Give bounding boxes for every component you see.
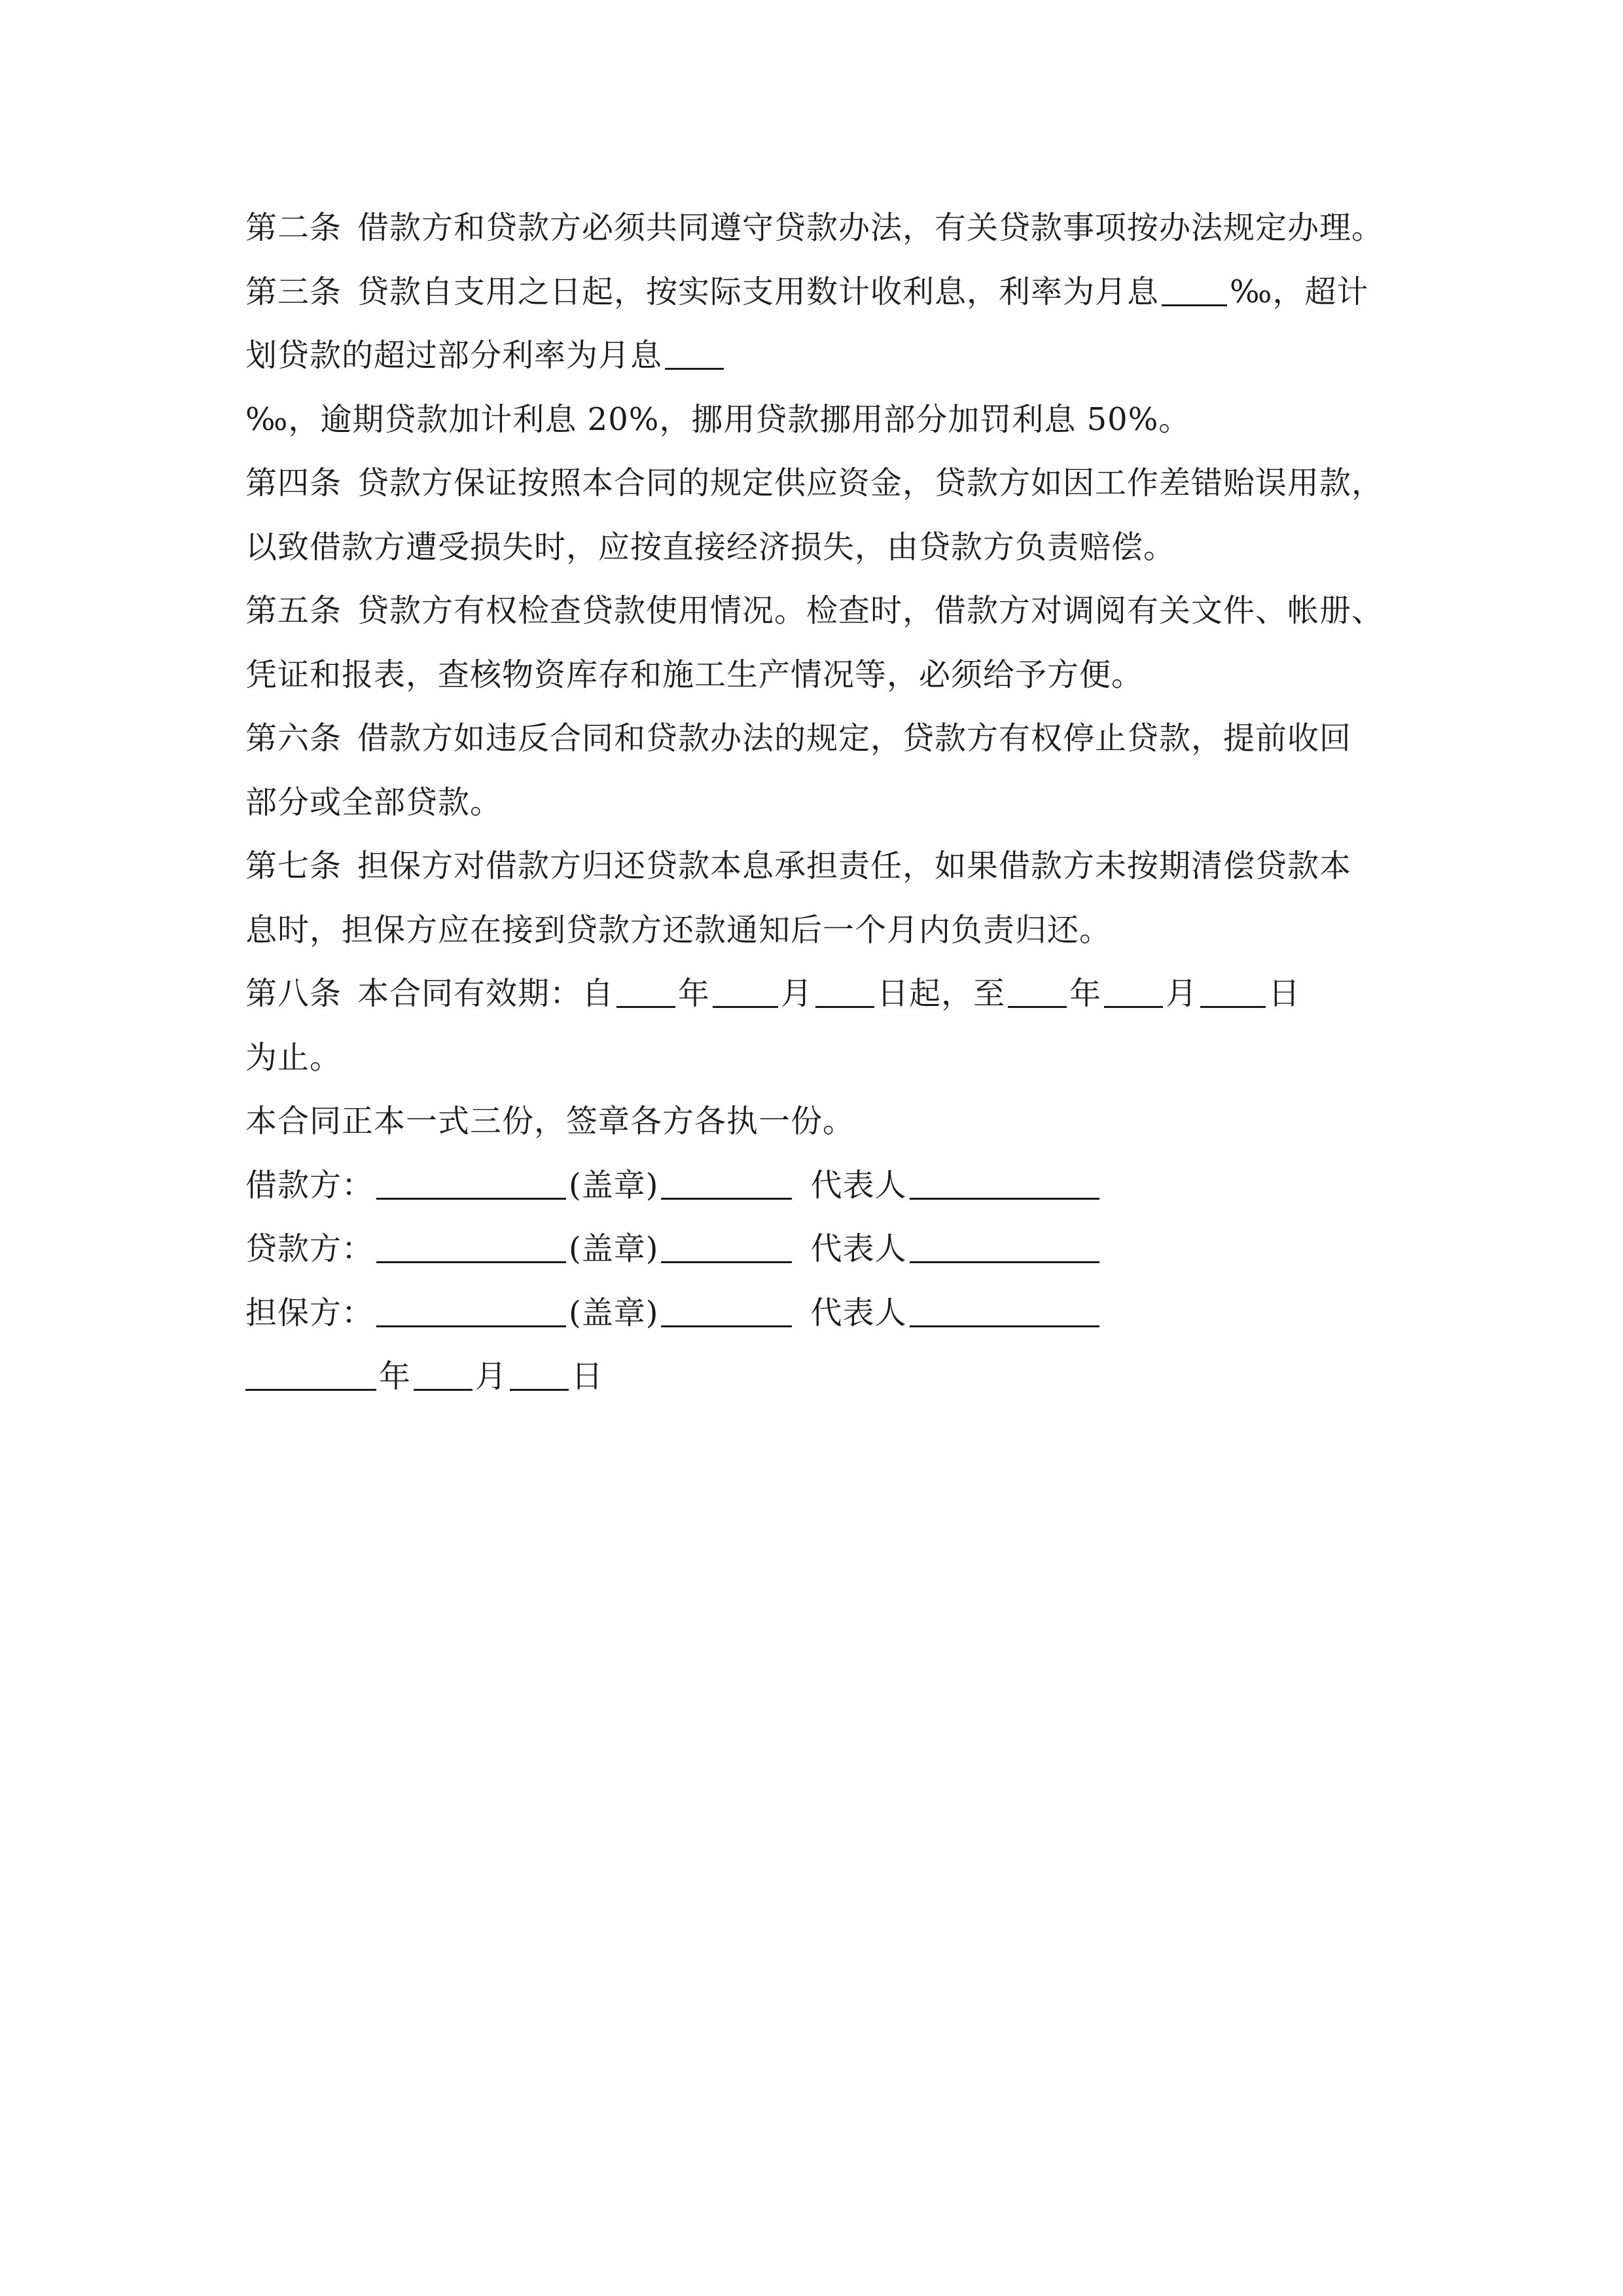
day-label: 日	[1268, 975, 1301, 1012]
start-day-blank	[815, 980, 874, 1008]
signature-borrower	[245, 1154, 1397, 1218]
representative-label: 代表人	[810, 1166, 907, 1204]
party-name-blank	[376, 1299, 566, 1327]
date-day-blank	[510, 1363, 569, 1391]
article-number: 第二条	[245, 209, 342, 246]
seal-blank	[661, 1172, 792, 1200]
article-7	[245, 834, 1397, 899]
article-2	[245, 196, 1397, 260]
year-label: 年	[379, 1358, 412, 1395]
date-year-blank	[245, 1363, 376, 1391]
article-5-cont	[245, 643, 1397, 708]
article-number: 第六条	[245, 720, 342, 757]
article-3-cont	[245, 324, 1397, 388]
end-day-blank	[1200, 980, 1266, 1008]
end-year-blank	[1008, 980, 1067, 1008]
article-text: 划贷款的超过部分利率为月息	[245, 337, 663, 374]
article-6	[245, 707, 1397, 771]
representative-blank	[910, 1235, 1099, 1263]
article-8	[245, 962, 1397, 1026]
party-name-blank	[376, 1172, 566, 1200]
party-label: 贷款方：	[245, 1230, 374, 1267]
article-text: 本合同有效期：自	[357, 975, 615, 1012]
month-label: 月	[475, 1358, 508, 1395]
excess-rate-blank	[665, 342, 724, 370]
start-year-blank	[616, 980, 675, 1008]
year-label: 年	[1069, 975, 1102, 1012]
article-text: 借款方和贷款方必须共同遵守贷款办法，有关贷款事项按办法规定办理。	[357, 209, 1384, 246]
seal-label: (盖章)	[569, 1230, 659, 1267]
end-month-blank	[1104, 980, 1163, 1008]
interest-rate-blank	[1162, 278, 1227, 306]
article-text: 贷款自支用之日起，按实际支用数计收利息，利率为月息	[357, 273, 1160, 310]
copies-clause	[245, 1090, 1397, 1154]
seal-blank	[661, 1299, 792, 1327]
article-number: 第七条	[245, 848, 342, 884]
article-text: 借款方如违反合同和贷款办法的规定，贷款方有权停止贷款，提前收回	[357, 720, 1352, 757]
party-name-blank	[376, 1235, 566, 1263]
representative-blank	[910, 1172, 1099, 1200]
party-label: 借款方：	[245, 1166, 374, 1204]
representative-label: 代表人	[810, 1230, 907, 1267]
article-text: 本合同正本一式三份，签章各方各执一份。	[245, 1103, 855, 1139]
article-text: 凭证和报表，查核物资库存和施工生产情况等，必须给予方便。	[245, 656, 1144, 693]
article-text: 息时，担保方应在接到贷款方还款通知后一个月内负责归还。	[245, 911, 1112, 948]
day-label: 日起，至	[877, 975, 1006, 1012]
month-label: 月	[1166, 975, 1198, 1012]
article-text: 部分或全部贷款。	[245, 783, 503, 821]
article-3-cont-2	[245, 388, 1397, 452]
article-text: ‰，超计	[1230, 273, 1369, 310]
article-text: 贷款方有权检查贷款使用情况。检查时，借款方对调阅有关文件、帐册、	[357, 592, 1384, 629]
representative-label: 代表人	[810, 1294, 907, 1331]
article-6-cont	[245, 771, 1397, 835]
seal-label: (盖章)	[569, 1166, 659, 1204]
article-text: 为止。	[245, 1039, 342, 1076]
article-3	[245, 260, 1397, 325]
article-text: 贷款方保证按照本合同的规定供应资金，贷款方如因工作差错贻误用款，	[357, 465, 1384, 501]
signature-guarantor	[245, 1282, 1397, 1346]
article-5	[245, 579, 1397, 643]
party-label: 担保方：	[245, 1294, 374, 1331]
year-label: 年	[678, 975, 711, 1012]
signature-lender	[245, 1217, 1397, 1282]
seal-label: (盖章)	[569, 1294, 659, 1331]
article-text: 以致借款方遭受损失时，应按直接经济损失，由贷款方负责赔偿。	[245, 528, 1176, 565]
signing-date	[245, 1345, 1397, 1409]
date-month-blank	[414, 1363, 473, 1391]
day-label: 日	[571, 1358, 604, 1395]
article-4-cont	[245, 516, 1397, 580]
representative-blank	[910, 1299, 1099, 1327]
start-month-blank	[713, 980, 778, 1008]
article-text: 担保方对借款方归还贷款本息承担责任，如果借款方未按期清偿贷款本	[357, 848, 1352, 884]
article-number: 第五条	[245, 592, 342, 629]
article-7-cont	[245, 899, 1397, 963]
article-4	[245, 452, 1397, 516]
article-text: ‰，逾期贷款加计利息 20%，挪用贷款挪用部分加罚利息 50%。	[245, 401, 1191, 438]
seal-blank	[661, 1235, 792, 1263]
article-number: 第八条	[245, 975, 342, 1012]
month-label: 月	[781, 975, 813, 1012]
article-8-cont	[245, 1026, 1397, 1090]
article-number: 第三条	[245, 273, 342, 310]
contract-body	[245, 196, 1397, 1409]
article-number: 第四条	[245, 465, 342, 501]
